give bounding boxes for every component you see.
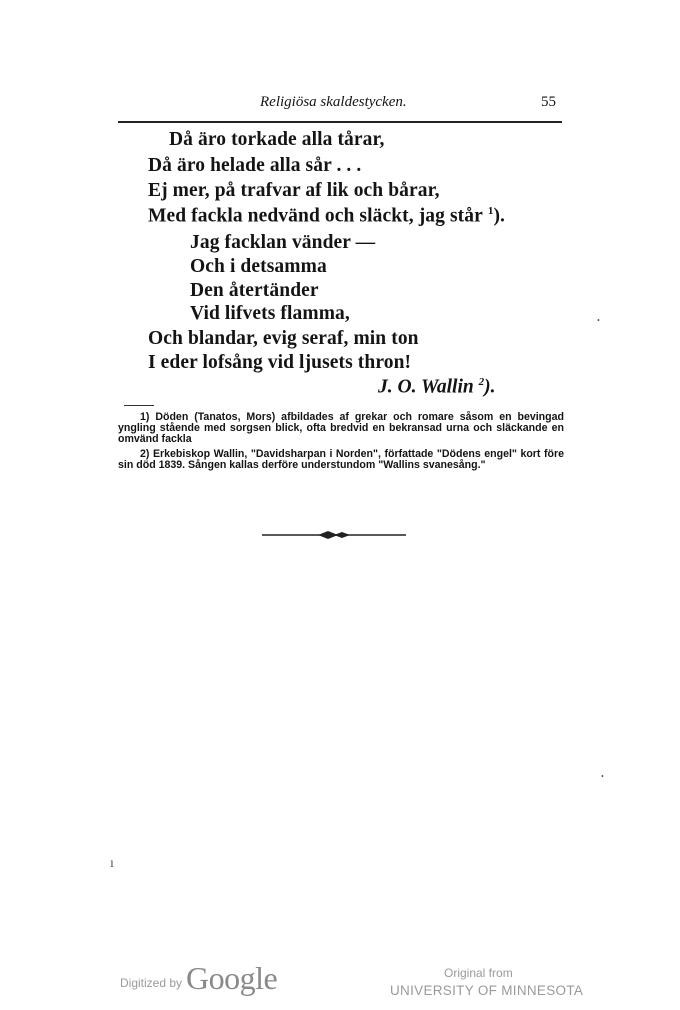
footnote-2 [118,449,564,471]
verse-line: Då äro torkade alla tårar, [169,129,385,150]
verse-line [148,205,505,228]
verse-line: I eder lofsång vid ljusets thron! [148,352,412,373]
verse-line: Jag facklan vänder — [190,232,376,253]
margin-dot: • [601,772,604,781]
digitized-by-label: Digitized by [120,976,183,990]
footnote-ref-2: 2 [478,376,485,388]
footnote-1 [118,412,564,445]
attribution-end: ). [484,376,496,398]
verse-line: Ej mer, på trafvar af lik och bårar, [148,180,440,201]
running-title: Religiösa skaldestycken. [260,94,407,110]
footnote-rule [124,405,154,406]
footnote-text: Döden (Tanatos, Mors) afbildades af grekar och romare såsom en bevingad yngling stående med sorgsen blick, ofta bredvid en bekransad urna och släckande en omvänd fackla [118,411,564,445]
verse-line: Vid lifvets flamma, [190,303,350,324]
google-logo: Google [186,960,278,996]
institution-name: UNIVERSITY OF MINNESOTA [390,983,584,998]
verse-line-text: Med fackla nedvänd och släckt, jag står [148,205,483,227]
footnote-ref-1: 1 [487,205,494,217]
attribution-name: J. O. Wallin [378,376,474,398]
verse-line: Den återtänder [190,280,319,301]
attribution [378,376,495,399]
verse-line: Och blandar, evig seraf, min ton [148,328,419,349]
verse-line: Då äro helade alla sår . . . [148,155,362,176]
header-rule [118,121,562,123]
footnote-marker: 2) [140,448,150,460]
page-header [118,94,562,116]
margin-mark: ı [110,856,114,871]
footnote-marker: 1) [140,411,150,423]
ornament-divider [262,530,406,540]
verse-line-end: ). [493,205,506,227]
footnote-text: Erkebiskop Wallin, "Davidsharpan i Norden", författade "Dödens engel" kort före sin död 1839. Sången kallas derföre understundom "Wallins svanesång." [118,448,564,471]
page-number: 55 [541,94,556,110]
margin-dot: • [597,316,600,325]
original-from-label: Original from [444,966,513,980]
verse-line: Och i detsamma [190,256,327,277]
